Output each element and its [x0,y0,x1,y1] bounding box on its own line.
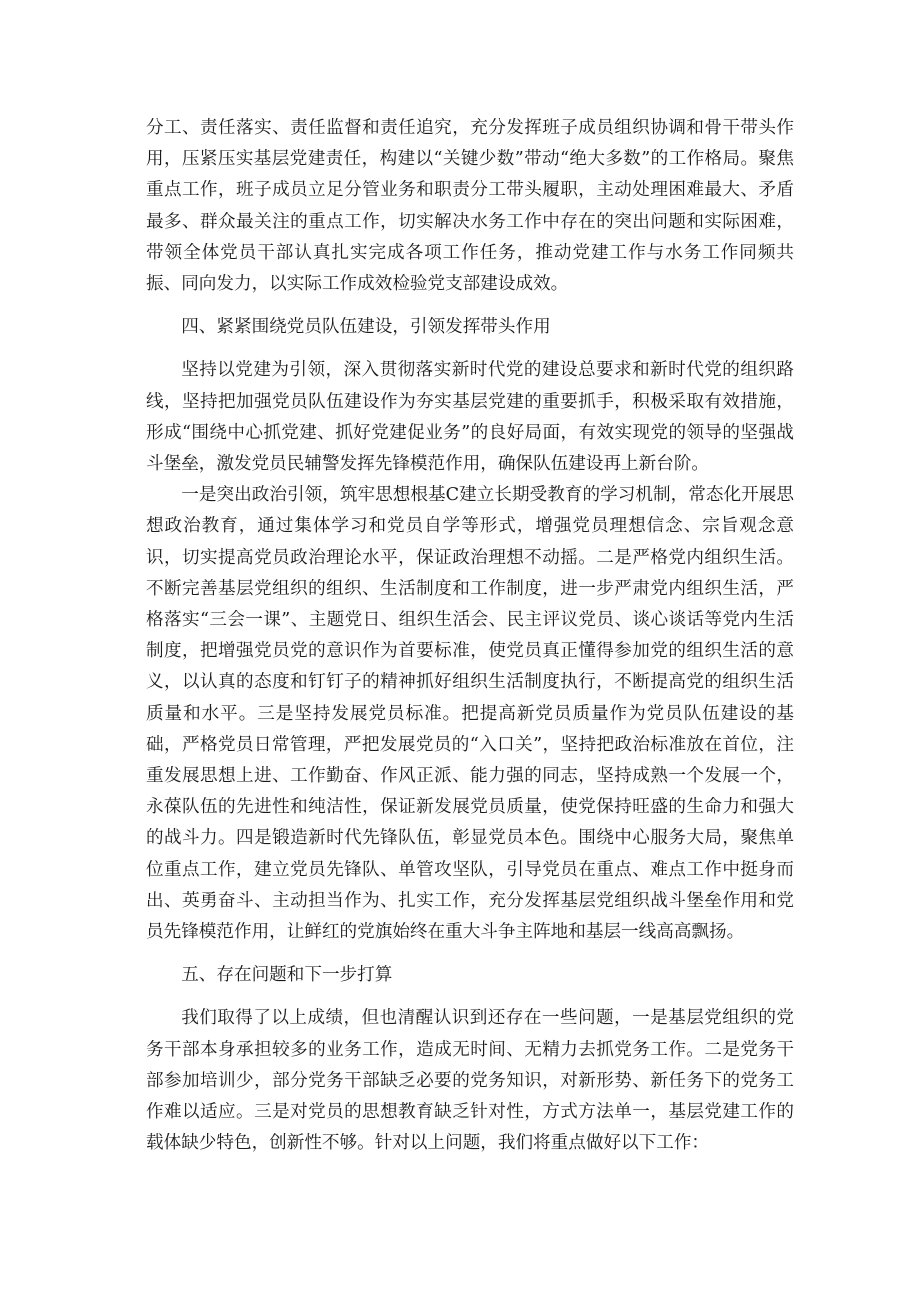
paragraph-political-guidance: 一是突出政治引领，筑牢思想根基C建立长期受教育的学习机制，常态化开展思想政治教育，通过集体学习和党员自学等形式，增强党员理想信念、宗旨观念意识，切实提高党员政治理论水平，保证政治理想不动摇。二是严格党内组织生活。不断完善基层党组织的组织、生活制度和工作制度，进一步严肃党内组织生活，严格落实“三会一课”、主题党日、组织生活会、民主评议党员、谈心谈话等党内生活制度，把增强党员党的意识作为首要标准，使党员真正懂得参加党的组织生活的意义，以认真的态度和钉钉子的精神抓好组织生活制度执行，不断提高党的组织生活质量和水平。三是坚持发展党员标准。把提高新党员质量作为党员队伍建设的基础，严格党员日常管理，严把发展党员的“入口关”，坚持把政治标准放在首位，注重发展思想上进、工作勤奋、作风正派、能力强的同志，坚持成熟一个发展一个，永葆队伍的先进性和纯洁性，保证新发展党员质量，使党保持旺盛的生命力和强大的战斗力。四是锻造新时代先锋队伍，彰显党员本色。围绕中心服务大局，聚焦单位重点工作，建立党员先锋队、单管攻坚队，引导党员在重点、难点工作中挺身而出、英勇奋斗、主动担当作为、扎实工作，充分发挥基层党组织战斗堡垒作用和党员先锋模范作用，让鲜红的党旗始终在重大斗争主阵地和基层一线高高飘扬。 [146,485,794,943]
paragraph-problems-and-plans: 我们取得了以上成绩，但也清醒认识到还存在一些问题，一是基层党组织的党务干部本身承担较多的业务工作，造成无时间、无精力去抓党务工作。二是党务干部参加培训少，部分党务干部缺乏必要的党务知识，对新形势、新任务下的党务工作难以适应。三是对党员的思想教育缺乏针对性，方式方法单一，基层党建工作的载体缺少特色，创新性不够。针对以上问题，我们将重点做好以下工作： [146,1008,794,1154]
paragraph-responsibility-continuation: 分工、责任落实、责任监督和责任追究，充分发挥班子成员组织协调和骨干带头作用，压紧压实基层党建责任，构建以“关键少数”带动“绝大多数”的工作格局。聚焦重点工作，班子成员立足分管业务和职责分工带头履职，主动处理困难最大、矛盾最多、群众最关注的重点工作，切实解决水务工作中存在的突出问题和实际困难，带领全体党员干部认真扎实完成各项工作任务，推动党建工作与水务工作同频共振、同向发力，以实际工作成效检验党支部建设成效。 [146,118,794,295]
document-body [146,113,794,1160]
section-heading-4: 四、紧紧围绕党员队伍建设，引领发挥带头作用 [181,317,551,338]
section-heading-5: 五、存在问题和下一步打算 [181,965,393,986]
paragraph-party-team-building: 坚持以党建为引领，深入贯彻落实新时代党的建设总要求和新时代党的组织路线，坚持把加强党员队伍建设作为夯实基层党建的重要抓手，积极采取有效措施，形成“围绕中心抓党建、抓好党建促业务”的良好局面，有效实现党的领导的坚强战斗堡垒，激发党员民辅警发挥先锋模范作用，确保队伍建设再上新台阶。 [146,360,794,475]
